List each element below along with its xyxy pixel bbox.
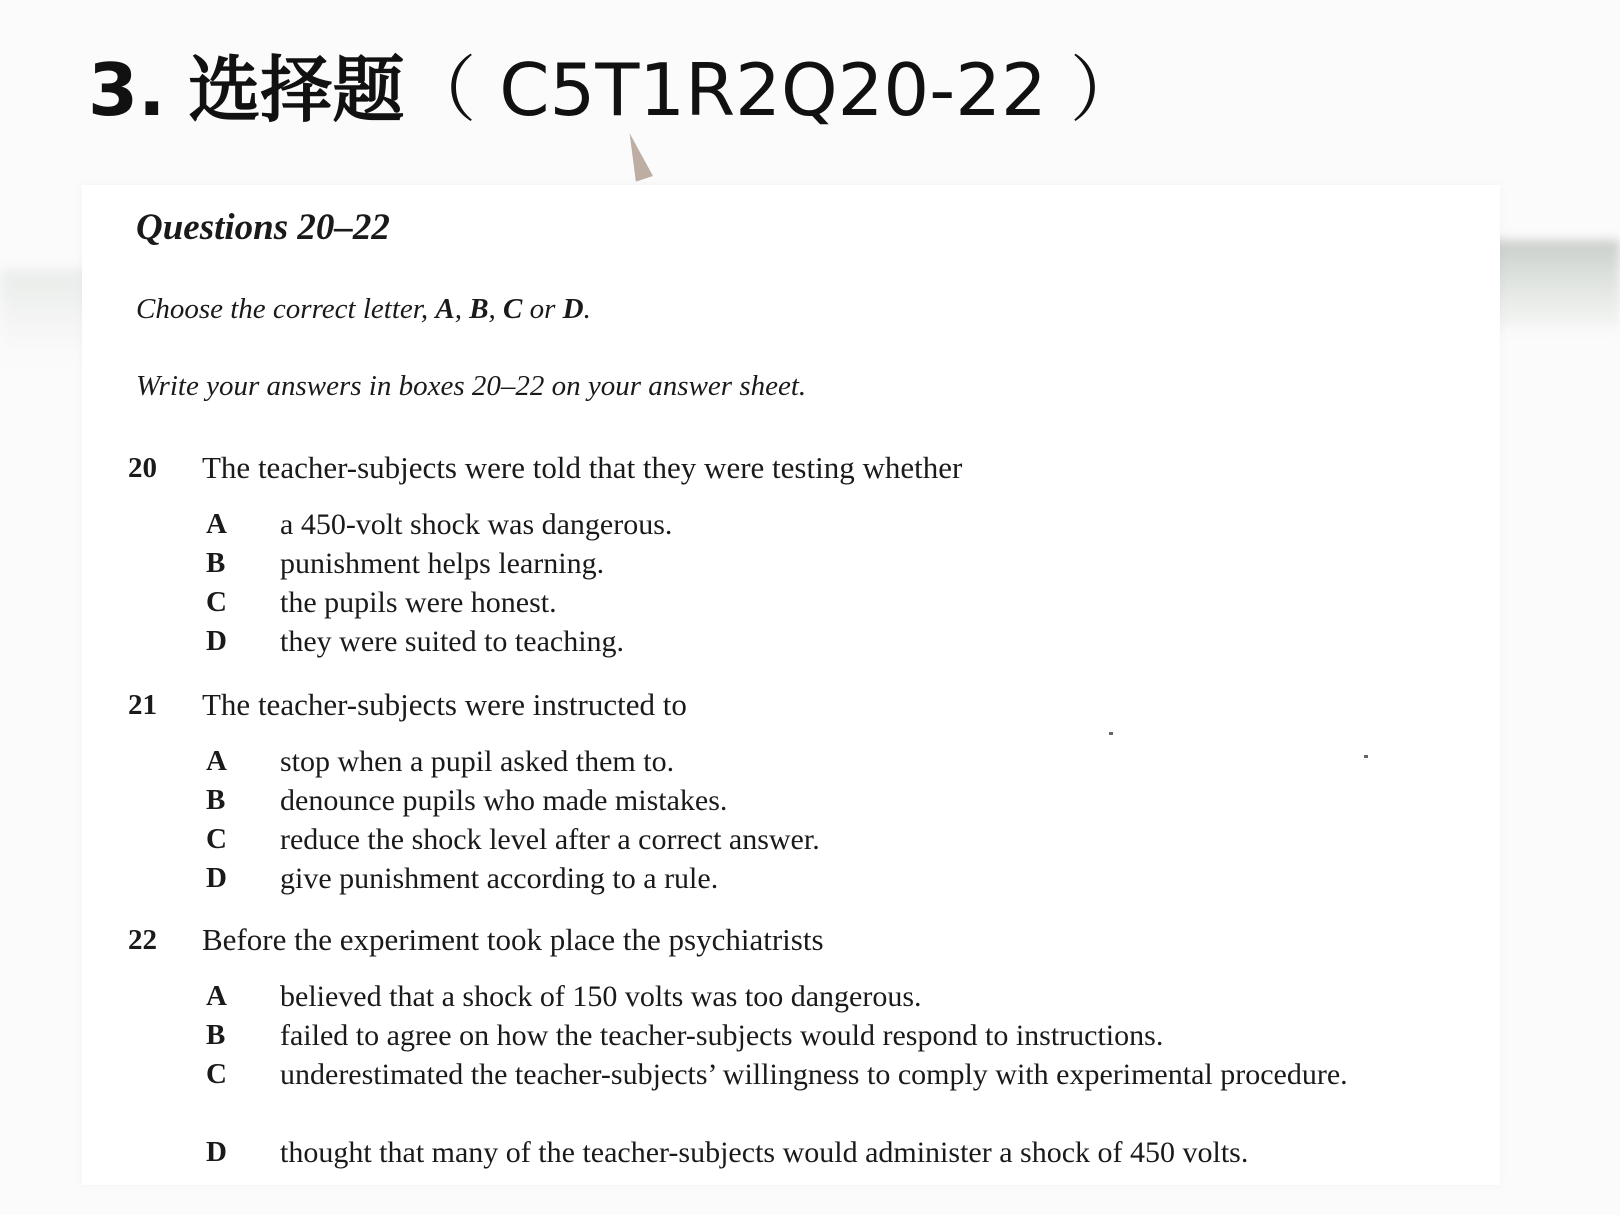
question-number: 22 (128, 924, 157, 956)
option-letter: B (206, 1019, 226, 1051)
scan-speck (1364, 755, 1368, 758)
option-text: failed to agree on how the teacher-subjects would respond to instructions. (280, 1019, 1164, 1052)
option-text: a 450-volt shock was dangerous. (280, 508, 673, 541)
option-text: underestimated the teacher-subjects’ willingness to comply with experimental procedure. (280, 1058, 1348, 1091)
option-letter: B (206, 547, 226, 579)
scan-speck (1109, 732, 1113, 735)
questions-heading: Questions 20–22 (136, 207, 390, 248)
option-text: denounce pupils who made mistakes. (280, 784, 728, 817)
option-letter: C (206, 823, 227, 855)
instruction-letter-a: A (435, 293, 455, 325)
instruction-prefix: Choose the correct letter, (136, 293, 429, 325)
option-letter: D (206, 862, 227, 894)
option-text: thought that many of the teacher-subjects would administer a shock of 450 volts. (280, 1136, 1249, 1169)
instruction-letter-d: D (562, 293, 584, 325)
option-text: the pupils were honest. (280, 586, 557, 619)
slide-title (88, 40, 1142, 140)
option-letter: A (206, 745, 227, 777)
option-text: punishment helps learning. (280, 547, 605, 580)
question-number: 20 (128, 452, 157, 484)
option-letter: A (206, 980, 227, 1012)
question-number: 21 (128, 689, 157, 721)
background-blur-left (0, 270, 90, 360)
instruction-letter-c: C (503, 293, 523, 325)
option-text: believed that a shock of 150 volts was too dangerous. (280, 980, 922, 1013)
background-blur-right (1480, 240, 1620, 330)
slide-title-number: 3. (88, 48, 166, 132)
instruction-or: or (529, 293, 556, 325)
option-text: give punishment according to a rule. (280, 862, 719, 895)
option-text: stop when a pupil asked them to. (280, 745, 675, 778)
question-stem: Before the experiment took place the psychiatrists (202, 922, 824, 957)
question-stem: The teacher-subjects were instructed to (202, 687, 687, 722)
option-text: they were suited to teaching. (280, 625, 625, 658)
option-letter: C (206, 586, 227, 618)
instruction-choose-letter: Choose the correct letter, A, B, C or D. (136, 293, 591, 325)
instruction-answer-sheet: Write your answers in boxes 20–22 on your answer sheet. (136, 370, 807, 402)
slide-title-code: （ C5T1R2Q20-22 ） (404, 48, 1142, 132)
instruction-letter-b: B (469, 293, 489, 325)
question-sheet (82, 185, 1500, 1185)
slide-title-chinese: 选择题 (188, 48, 405, 132)
option-letter: D (206, 1136, 227, 1168)
option-letter: C (206, 1058, 227, 1090)
option-letter: B (206, 784, 226, 816)
question-stem: The teacher-subjects were told that they were testing whether (202, 450, 963, 485)
option-letter: A (206, 508, 227, 540)
option-text: reduce the shock level after a correct answer. (280, 823, 820, 856)
option-letter: D (206, 625, 227, 657)
